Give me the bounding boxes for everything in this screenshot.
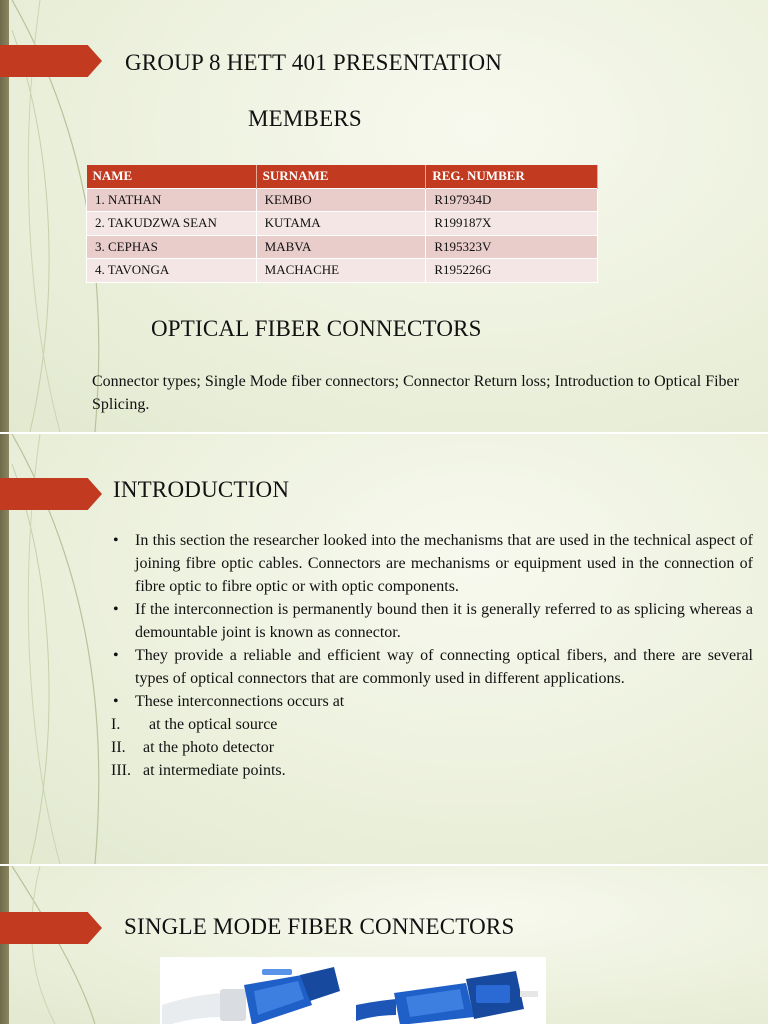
- decorative-swoosh-lines: [0, 866, 160, 1024]
- roman-numeral: III.: [111, 762, 131, 779]
- cell-surname: MACHACHE: [256, 259, 426, 283]
- table-row: [87, 212, 598, 236]
- roman-list-item: [111, 713, 753, 736]
- cell-name: 4. TAVONGA: [87, 259, 257, 283]
- members-heading: MEMBERS: [248, 106, 362, 131]
- cell-surname: MABVA: [256, 235, 426, 259]
- table-row: [87, 235, 598, 259]
- cell-name: 1. NATHAN: [87, 188, 257, 212]
- bullet-text: If the interconnection is permanently bound then it is generally referred to as splicing whereas a demountable joint is known as connector.: [135, 601, 753, 641]
- bullet-text: In this section the researcher looked into the mechanisms that are used in the technical aspect of joining fibre optic cables. Connectors are mechanisms or equipment used in the connection of fibre optic to fibre optic or with optic components.: [135, 532, 753, 595]
- roman-numeral: II.: [111, 739, 126, 756]
- table-row: [87, 259, 598, 283]
- column-header-reg-number: REG. NUMBER: [426, 165, 598, 188]
- bullet-item: [113, 529, 753, 598]
- roman-item-text: at the optical source: [149, 716, 278, 733]
- slide-title: SINGLE MODE FIBER CONNECTORS: [124, 914, 515, 939]
- topics-summary: Connector types; Single Mode fiber connectors; Connector Return loss; Introduction to Optical Fiber Splicing.: [92, 373, 739, 413]
- roman-list-item: [111, 736, 753, 759]
- table-row: [87, 188, 598, 212]
- title-arrow-tab: [0, 478, 102, 510]
- members-table: [86, 165, 598, 283]
- slide-title: GROUP 8 HETT 401 PRESENTATION: [125, 50, 503, 75]
- cell-reg-number: R195226G: [426, 259, 598, 283]
- bullet-dot-icon: •: [113, 601, 119, 618]
- connector-photos: [160, 957, 546, 1024]
- column-header-name: NAME: [87, 165, 257, 188]
- bullet-item: [113, 598, 753, 644]
- table-header-row: [87, 165, 598, 188]
- bullet-dot-icon: •: [113, 647, 119, 664]
- cell-surname: KEMBO: [256, 188, 426, 212]
- cell-name: 3. CEPHAS: [87, 235, 257, 259]
- title-arrow-tab: [0, 912, 102, 944]
- cell-name: 2. TAKUDZWA SEAN: [87, 212, 257, 236]
- slide-introduction: [0, 434, 768, 864]
- title-arrow-tab: [0, 45, 102, 77]
- sc-connector-photo: [356, 965, 542, 1024]
- bullet-item: [113, 644, 753, 690]
- bullet-item: [113, 690, 753, 713]
- slide-title: INTRODUCTION: [113, 477, 290, 502]
- bullet-dot-icon: •: [113, 693, 119, 710]
- cell-surname: KUTAMA: [256, 212, 426, 236]
- column-header-surname: SURNAME: [256, 165, 426, 188]
- bullet-text: These interconnections occurs at: [135, 693, 345, 710]
- roman-numeral: I.: [111, 716, 121, 733]
- roman-item-text: at intermediate points.: [143, 762, 286, 779]
- lc-connector-photo: [162, 965, 342, 1024]
- cell-reg-number: R199187X: [426, 212, 598, 236]
- section-title: OPTICAL FIBER CONNECTORS: [151, 316, 482, 341]
- slide-left-bar: [0, 866, 9, 1024]
- cell-reg-number: R195323V: [426, 235, 598, 259]
- roman-list-item: [111, 759, 753, 782]
- roman-item-text: at the photo detector: [143, 739, 275, 756]
- slide-group-members: [0, 0, 768, 432]
- slide-single-mode-connectors: [0, 866, 768, 1024]
- bullet-text: They provide a reliable and efficient way of connecting optical fibers, and there are several types of optical connectors that are commonly used in different applications.: [135, 647, 753, 687]
- cell-reg-number: R197934D: [426, 188, 598, 212]
- introduction-content: [113, 529, 753, 782]
- bullet-dot-icon: •: [113, 532, 119, 549]
